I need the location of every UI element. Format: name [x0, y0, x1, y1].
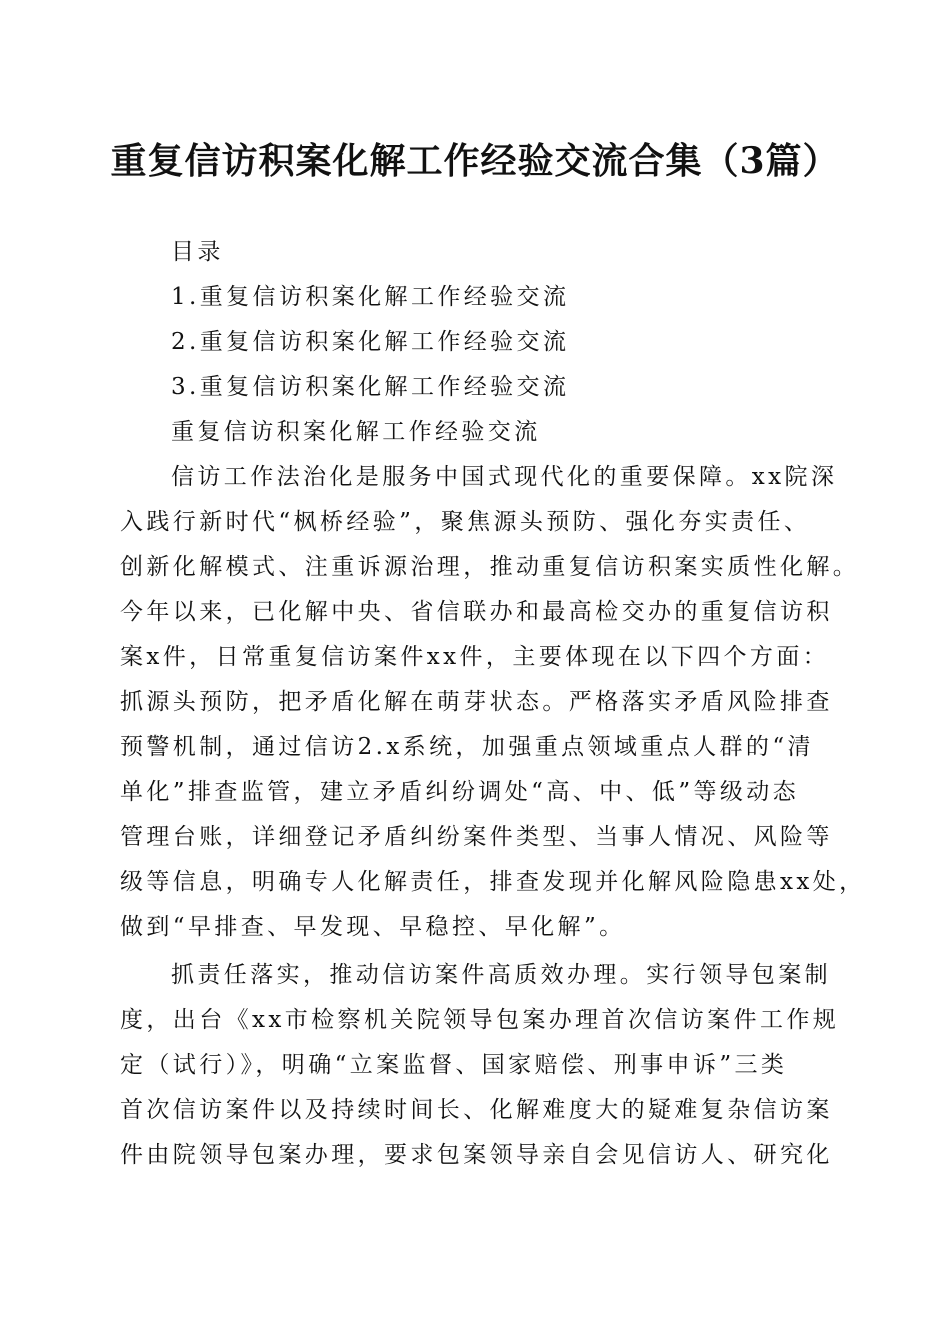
- toc-item-2: 2.重复信访积案化解工作经验交流: [171, 329, 570, 355]
- paragraph-3-line-1: 抓责任落实，推动信访案件高质效办理。实行领导包案制: [171, 962, 831, 988]
- paragraph-3-line-2: 度，出台《xx市检察机关院领导包案办理首次信访案件工作规: [120, 1007, 840, 1033]
- paragraph-2-line-5: 级等信息，明确专人化解责任，排查发现并化解风险隐患xx处，: [120, 869, 866, 895]
- toc-heading: 目录: [171, 239, 224, 265]
- paragraph-3: [120, 953, 840, 1178]
- paragraph-1: [120, 455, 860, 680]
- paragraph-3-line-3: 定（试行）》，明确“立案监督、国家赔偿、刑事申诉”三类: [120, 1052, 788, 1078]
- paragraph-1-line-3: 创新化解模式、注重诉源治理，推动重复信访积案实质性化解。: [120, 554, 860, 580]
- paragraph-2-line-1: 抓源头预防，把矛盾化解在萌芽状态。严格落实矛盾风险排查: [120, 689, 833, 715]
- section-title: 重复信访积案化解工作经验交流: [171, 419, 541, 445]
- document-title: 重复信访积案化解工作经验交流合集（3篇）: [110, 140, 840, 182]
- paragraph-3-line-5: 件由院领导包案办理，要求包案领导亲自会见信访人、研究化: [120, 1142, 833, 1168]
- paragraph-2-line-2: 预警机制，通过信访2.x系统，加强重点领域重点人群的“清: [120, 734, 814, 760]
- paragraph-2-line-4: 管理台账，详细登记矛盾纠纷案件类型、当事人情况、风险等: [120, 824, 833, 850]
- paragraph-1-line-2: 入践行新时代“枫桥经验”，聚焦源头预防、强化夯实责任、: [120, 509, 811, 535]
- paragraph-3-line-4: 首次信访案件以及持续时间长、化解难度大的疑难复杂信访案: [120, 1097, 833, 1123]
- paragraph-1-line-4: 今年以来，已化解中央、省信联办和最高检交办的重复信访积: [120, 599, 833, 625]
- paragraph-2-line-3: 单化”排查监管，建立矛盾纠纷调处“高、中、低”等级动态: [120, 779, 800, 805]
- paragraph-2: [120, 680, 866, 950]
- document-body: [120, 230, 866, 1178]
- toc-item-1: 1.重复信访积案化解工作经验交流: [171, 284, 570, 310]
- paragraph-1-line-5: 案x件，日常重复信访案件xx件，主要体现在以下四个方面：: [120, 644, 830, 670]
- paragraph-2-line-6: 做到“早排查、早发现、早稳控、早化解”。: [120, 914, 626, 940]
- toc-item-3: 3.重复信访积案化解工作经验交流: [171, 374, 570, 400]
- paragraph-1-line-1: 信访工作法治化是服务中国式现代化的重要保障。xx院深: [171, 464, 838, 490]
